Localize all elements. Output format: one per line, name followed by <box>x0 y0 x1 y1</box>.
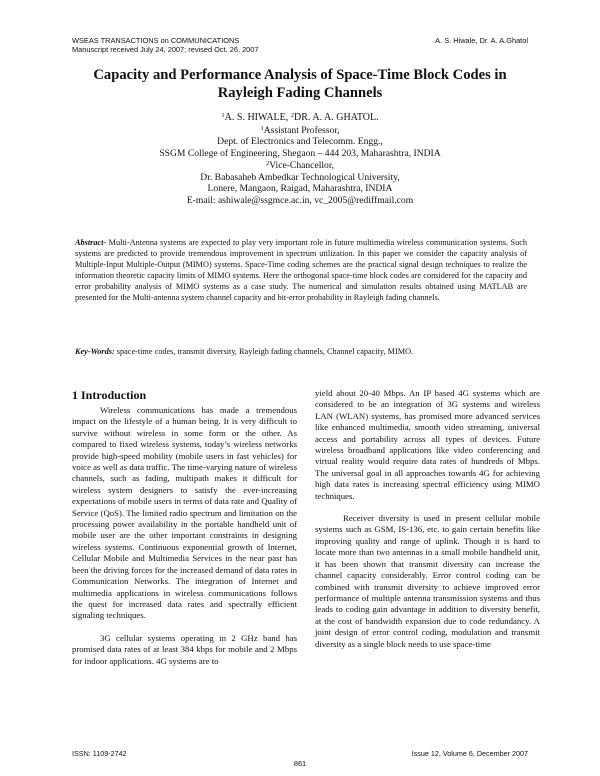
running-header-received: Manuscript received July 24, 2007; revised Oct. 26, 2007 <box>72 45 259 54</box>
page-number: 861 <box>293 759 307 768</box>
affiliation1-role: $^1$Assistant Professor, <box>260 124 340 136</box>
paragraph: Receiver diversity is used in present cellular mobile systems such as GSM, IS-136, etc. to gain certain benefits like improving quality and range of uplink. Though it is hard to locate more than two antennas in a small mobile handheld unit, it has been shown that transmit diversity can increase the channel capacity considerably. Error control coding can be combined with transmit diversity to achieve improved error performance of multiple antenna transmission systems and thus leads to coding gain advantage in addition to diversity benefit, at the cost of bandwidth expansion due to code redundancy. A joint design of error control coding, modulation and transmit diversity as a single block needs to use space-time <box>315 513 540 649</box>
keywords-text: space-time codes, transmit diversity, Rayleigh fading channels, Channel capacity, MIMO. <box>114 347 414 356</box>
abstract <box>75 238 527 303</box>
footer-issue: Issue 12, Volume 6, December 2007 <box>411 749 528 758</box>
running-header-journal: WSEAS TRANSACTIONS on COMMUNICATIONS <box>72 36 240 45</box>
left-column <box>72 405 297 667</box>
affiliation2-university: Dr. Babasaheb Ambedkar Technological University, <box>200 171 400 183</box>
paragraph: 3G cellular systems operating in 2 GHz band has promised data rates of at least 384 kbps for mobile and 2 Mbps for indoor applications. 4G systems are to <box>72 632 297 666</box>
paper-title <box>70 66 530 102</box>
affiliation2-role: $^2$Vice-Chancellor, <box>265 159 335 171</box>
keywords <box>75 347 527 358</box>
paragraph: Wireless communications has made a tremendous impact on the lifestyle of a human being. It is very difficult to survive without wireless in some form or the other. As compared to fixed wireless systems, today’s wireless networks provide high-speed mobility (mobile users in fast vehicles) for voice as well as data traffic. The time-varying nature of wireless channels, such as fading, multipath makes it difficult for wireless system designers to satisfy the ever-increasing expectations of mobile users in terms of data rate and Quality of Service (QoS). The limited radio spectrum and limitation on the processing power availability in the portable handheld unit of mobile user are the other important constraints in designing wireless systems. Continuous exponential growth of Internet, Cellular Mobile and Multimedia Services in the near past has been the driving forces for the increased demand of data rates in Communication Networks. The integration of Internet and multimedia applications in wireless communications follows the quest for increased data rates and spectrally efficient signaling techniques. <box>72 405 297 621</box>
keywords-label: Key-Words: <box>75 347 115 356</box>
footer-issn: ISSN: 1109-2742 <box>72 749 127 758</box>
affiliation1-college: SSGM College of Engineering, Shegaon – 444 203, Maharashtra, INDIA <box>159 148 441 160</box>
title-line-2: Rayleigh Fading Channels <box>217 85 383 101</box>
section-heading-introduction: 1 Introduction <box>72 388 147 402</box>
affiliation1-dept: Dept. of Electronics and Telecomm. Engg., <box>217 136 383 148</box>
abstract-label: Abstract- <box>75 238 107 247</box>
author-block <box>60 112 540 207</box>
author-names: $^1$A. S. HIWALE, $^2$DR. A. A. GHATOL. <box>221 112 379 123</box>
affiliation2-address: Lonere, Mangaon, Raigad, Maharashtra, INDIA <box>207 183 393 195</box>
right-column <box>315 388 540 650</box>
abstract-text: Multi-Antenna systems are expected to play very important role in future multimedia wireless communication systems. Such systems are predicted to provide tremendous improvement in spectrum utilization. In this paper we consider the capacity analysis of Multiple-Input Multiple-Output (MIMO) systems. Space-Time coding schemes are the practical signal design techniques to realize the information theoretic capacity limits of MIMO systems. Here the orthogonal space-time block codes are considered for the capacity and error probability analysis of MIMO systems as a case study. The numerical and simulation results obtained using MATLAB are presented for the Multi-antenna system channel capacity and bit-error probability in Rayleigh fading channels. <box>75 238 527 302</box>
paragraph: yield about 20-40 Mbps. An IP based 4G systems which are considered to be an integration of 3G systems and wireless LAN (WLAN) systems, has promised more advanced services like enhanced multimedia, smooth video streaming, universal access and portability across all types of devices. Future wireless broadband applications like video conferencing and virtual reality would require data rates of hundreds of Mbps. The universal goal in all approaches towards 4G for achieving high data rates is increasing spectral efficiency using MIMO techniques. <box>315 388 540 501</box>
title-line-1: Capacity and Performance Analysis of Space-Time Block Codes in <box>93 67 507 83</box>
running-header-authors: A. S. Hiwale, Dr. A. A.Ghatol <box>435 36 528 45</box>
email-line: E-mail: ashiwale@ssgmce.ac.in, vc_2005@rediffmail.com <box>186 194 414 206</box>
